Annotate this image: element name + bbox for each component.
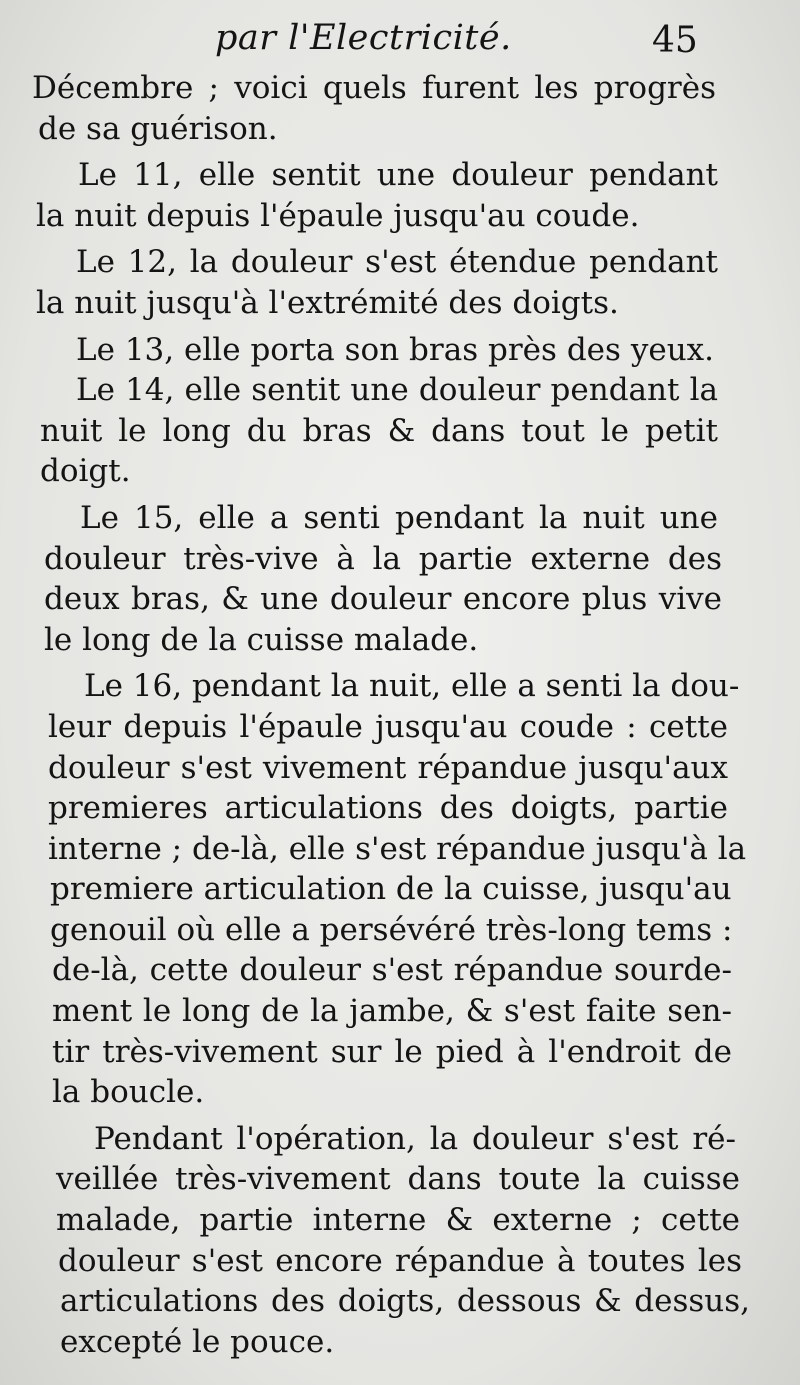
text-line: Le 16, pendant la nuit, elle a senti la dou- <box>84 668 740 705</box>
text-line: interne ; de-là, elle s'est répandue jusqu'à la <box>48 830 747 867</box>
text-line: Décembre ; voici quels furent les progrès <box>32 70 716 106</box>
text-line: Le 12, la douleur s'est étendue pendant <box>76 244 718 281</box>
text-line: de sa guérison. <box>38 110 278 147</box>
text-line: malade, partie interne & externe ; cette <box>56 1202 740 1239</box>
text-line: ment le long de la jambe, & s'est faite sen- <box>52 993 732 1030</box>
text-line: premiere articulation de la cuisse, jusqu'au <box>50 871 732 908</box>
text-line: Le 15, elle a senti pendant la nuit une <box>80 499 718 536</box>
text-line: nuit le long du bras & dans tout le petit <box>40 412 718 449</box>
text-line: le long de la cuisse malade. <box>44 621 479 658</box>
text-line: la nuit jusqu'à l'extrémité des doigts. <box>36 284 619 321</box>
text-line: douleur très-vive à la partie externe des <box>44 540 722 577</box>
text-line: la nuit depuis l'épaule jusqu'au coude. <box>36 197 640 234</box>
page-number: 45 <box>652 20 698 61</box>
text-line: Le 11, elle sentit une douleur pendant <box>78 157 718 194</box>
text-line: Le 13, elle porta son bras près des yeux. <box>76 331 714 368</box>
text-line: douleur s'est encore répandue à toutes les <box>58 1242 742 1279</box>
text-line: tir très-vivement sur le pied à l'endroit de <box>52 1033 732 1070</box>
text-line: douleur s'est vivement répandue jusqu'aux <box>48 749 728 786</box>
text-line: veillée très-vivement dans toute la cuisse <box>56 1161 740 1198</box>
text-line: doigt. <box>40 453 131 490</box>
running-title: par l'Electricité. <box>215 18 512 58</box>
body-text <box>30 68 750 1362</box>
page-header <box>0 18 800 68</box>
text-line: la boucle. <box>52 1074 205 1111</box>
text-line: Pendant l'opération, la douleur s'est ré- <box>94 1120 736 1157</box>
text-line: articulations des doigts, dessous & dessus, <box>60 1283 750 1320</box>
text-line: genouil où elle a persévéré très-long tems : <box>50 911 733 948</box>
text-line: leur depuis l'épaule jusqu'au coude : cette <box>48 708 728 745</box>
text-line: Le 14, elle sentit une douleur pendant la <box>76 372 718 409</box>
text-line: deux bras, & une douleur encore plus vive <box>44 581 722 618</box>
text-line: excepté le pouce. <box>60 1323 335 1360</box>
text-line: premieres articulations des doigts, partie <box>48 790 728 827</box>
text-line: de-là, cette douleur s'est répandue sourde- <box>52 952 732 989</box>
